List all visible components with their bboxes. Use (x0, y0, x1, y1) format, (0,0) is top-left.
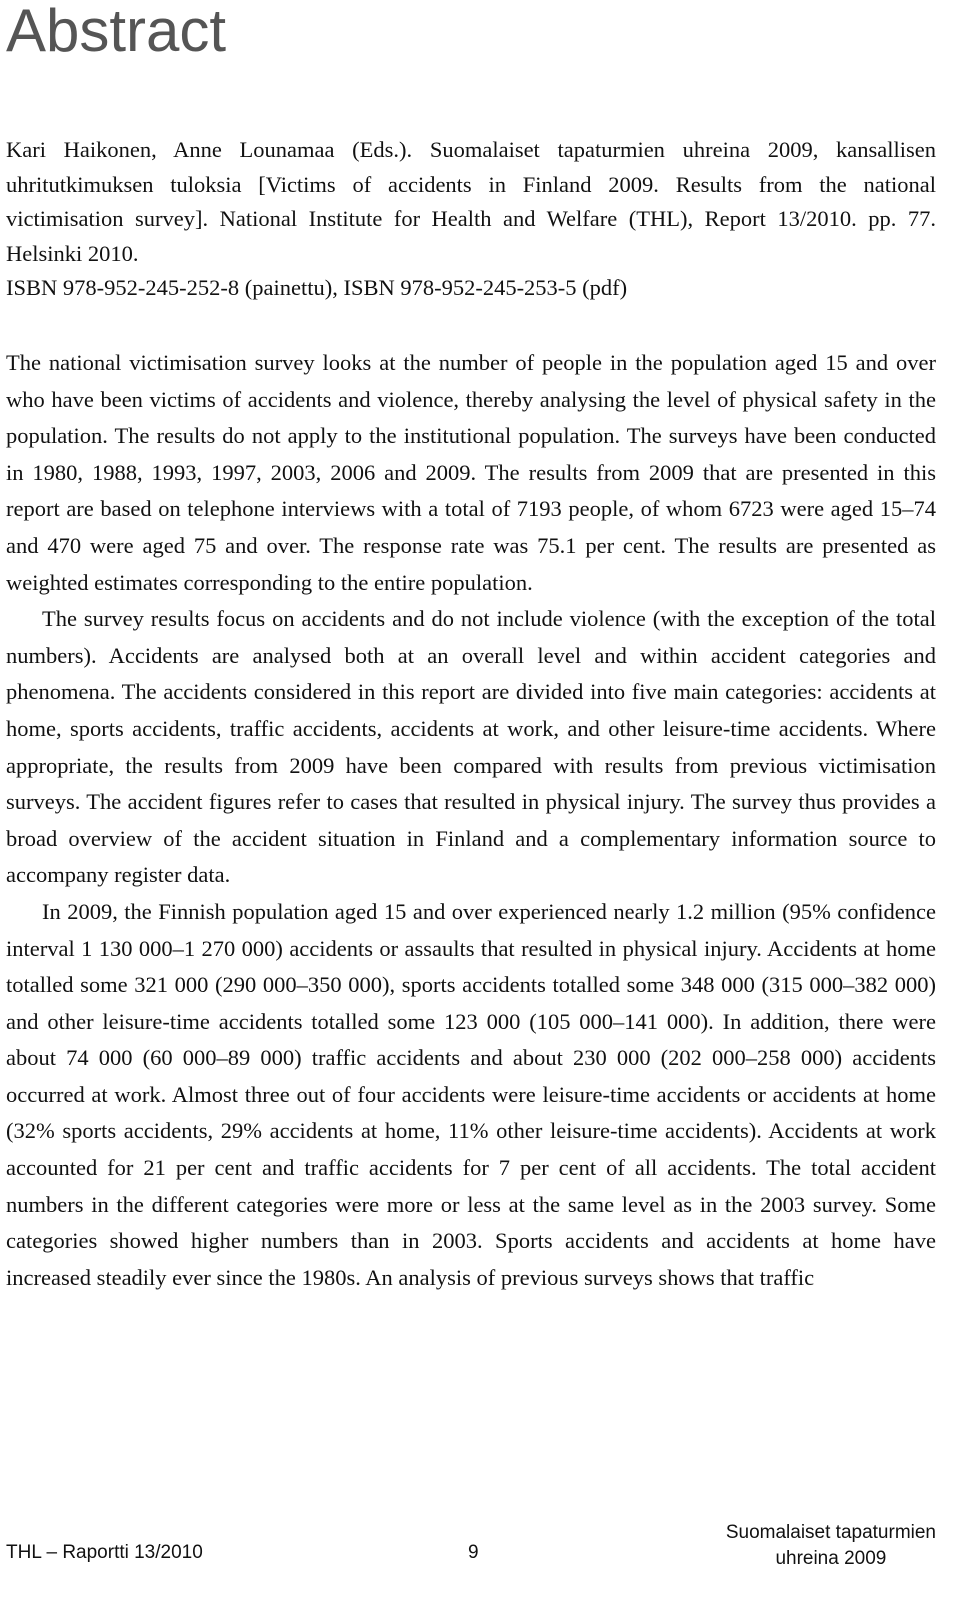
abstract-paragraph-3: In 2009, the Finnish population aged 15 and over experienced nearly 1.2 million (95% confidence interval 1 130 000–1 270 000) accidents or assaults that resulted in physical injury. Accidents at home totalled some 321 000 (290 000–350 000), sports accidents totalled some 348 000 (315 000–382 000) and other leisure-time accidents totalled some 123 000 (105 000–141 000). In addition, there were about 74 000 (60 000–89 000) traffic accidents and about 230 000 (202 000–258 000) accidents occurred at work. Almost three out of four accidents were leisure-time accidents or accidents at home (32% sports accidents, 29% accidents at home, 11% other leisure-time accidents). Accidents at work accounted for 21 per cent and traffic accidents for 7 per cent of all accidents. The total accident numbers in the different categories were more or less at the same level as in the 2003 survey. Some categories showed higher numbers than in 2003. Sports accidents and accidents at home have increased steadily ever since the 1980s. An analysis of previous surveys shows that traffic (6, 898, 936, 1290)
citation-block (6, 133, 936, 306)
isbn-line: ISBN 978-952-245-252-8 (painettu), ISBN 978-952-245-253-5 (pdf) (6, 275, 628, 300)
abstract-paragraph-1: The national victimisation survey looks at the number of people in the population aged 15 and over who have been victims of accidents and violence, thereby analysing the level of physical safety in the population. The results do not apply to the institutional population. The surveys have been conducted in 1980, 1988, 1993, 1997, 2003, 2006 and 2009. The results from 2009 that are presented in this report are based on telephone interviews with a total of 7193 people, of whom 6723 were aged 15–74 and 470 were aged 75 and over. The response rate was 75.1 per cent. The results are presented as weighted estimates corresponding to the entire population. (6, 350, 936, 595)
footer-publication: THL – Raportti 13/2010 (6, 1542, 203, 1563)
footer-report-title-line-1: Suomalaiset tapaturmien (725, 1522, 936, 1543)
page-footer (6, 1520, 936, 1590)
footer-report-title (726, 1520, 936, 1572)
page-number: 9 (468, 1542, 479, 1563)
page-title: Abstract (6, 0, 227, 64)
abstract-paragraph-2: The survey results focus on accidents and do not include violence (with the exception of the total numbers). Accidents are analysed both at an overall level and within accident categories and phenomena. The accidents considered in this report are divided into five main categories: accidents at home, sports accidents, traffic accidents, accidents at work, and other leisure-time accidents. Where appropriate, the results from 2009 have been compared with results from previous victimisation surveys. The accident figures refer to cases that resulted in physical injury. The survey thus provides a broad overview of the accident situation in Finland and a complementary information source to accompany register data. (6, 606, 936, 888)
citation-text: Kari Haikonen, Anne Lounamaa (Eds.). Suomalaiset tapaturmien uhreina 2009, kansallisen uhritutkimuksen tuloksia [Victims of accidents in Finland 2009. Results from the national victimisation survey]. National Institute for Health and Welfare (THL), Report 13/2010. pp. 77. Helsinki 2010. (6, 137, 936, 266)
abstract-body (6, 345, 936, 1296)
footer-report-title-line-2: uhreina 2009 (775, 1548, 887, 1569)
